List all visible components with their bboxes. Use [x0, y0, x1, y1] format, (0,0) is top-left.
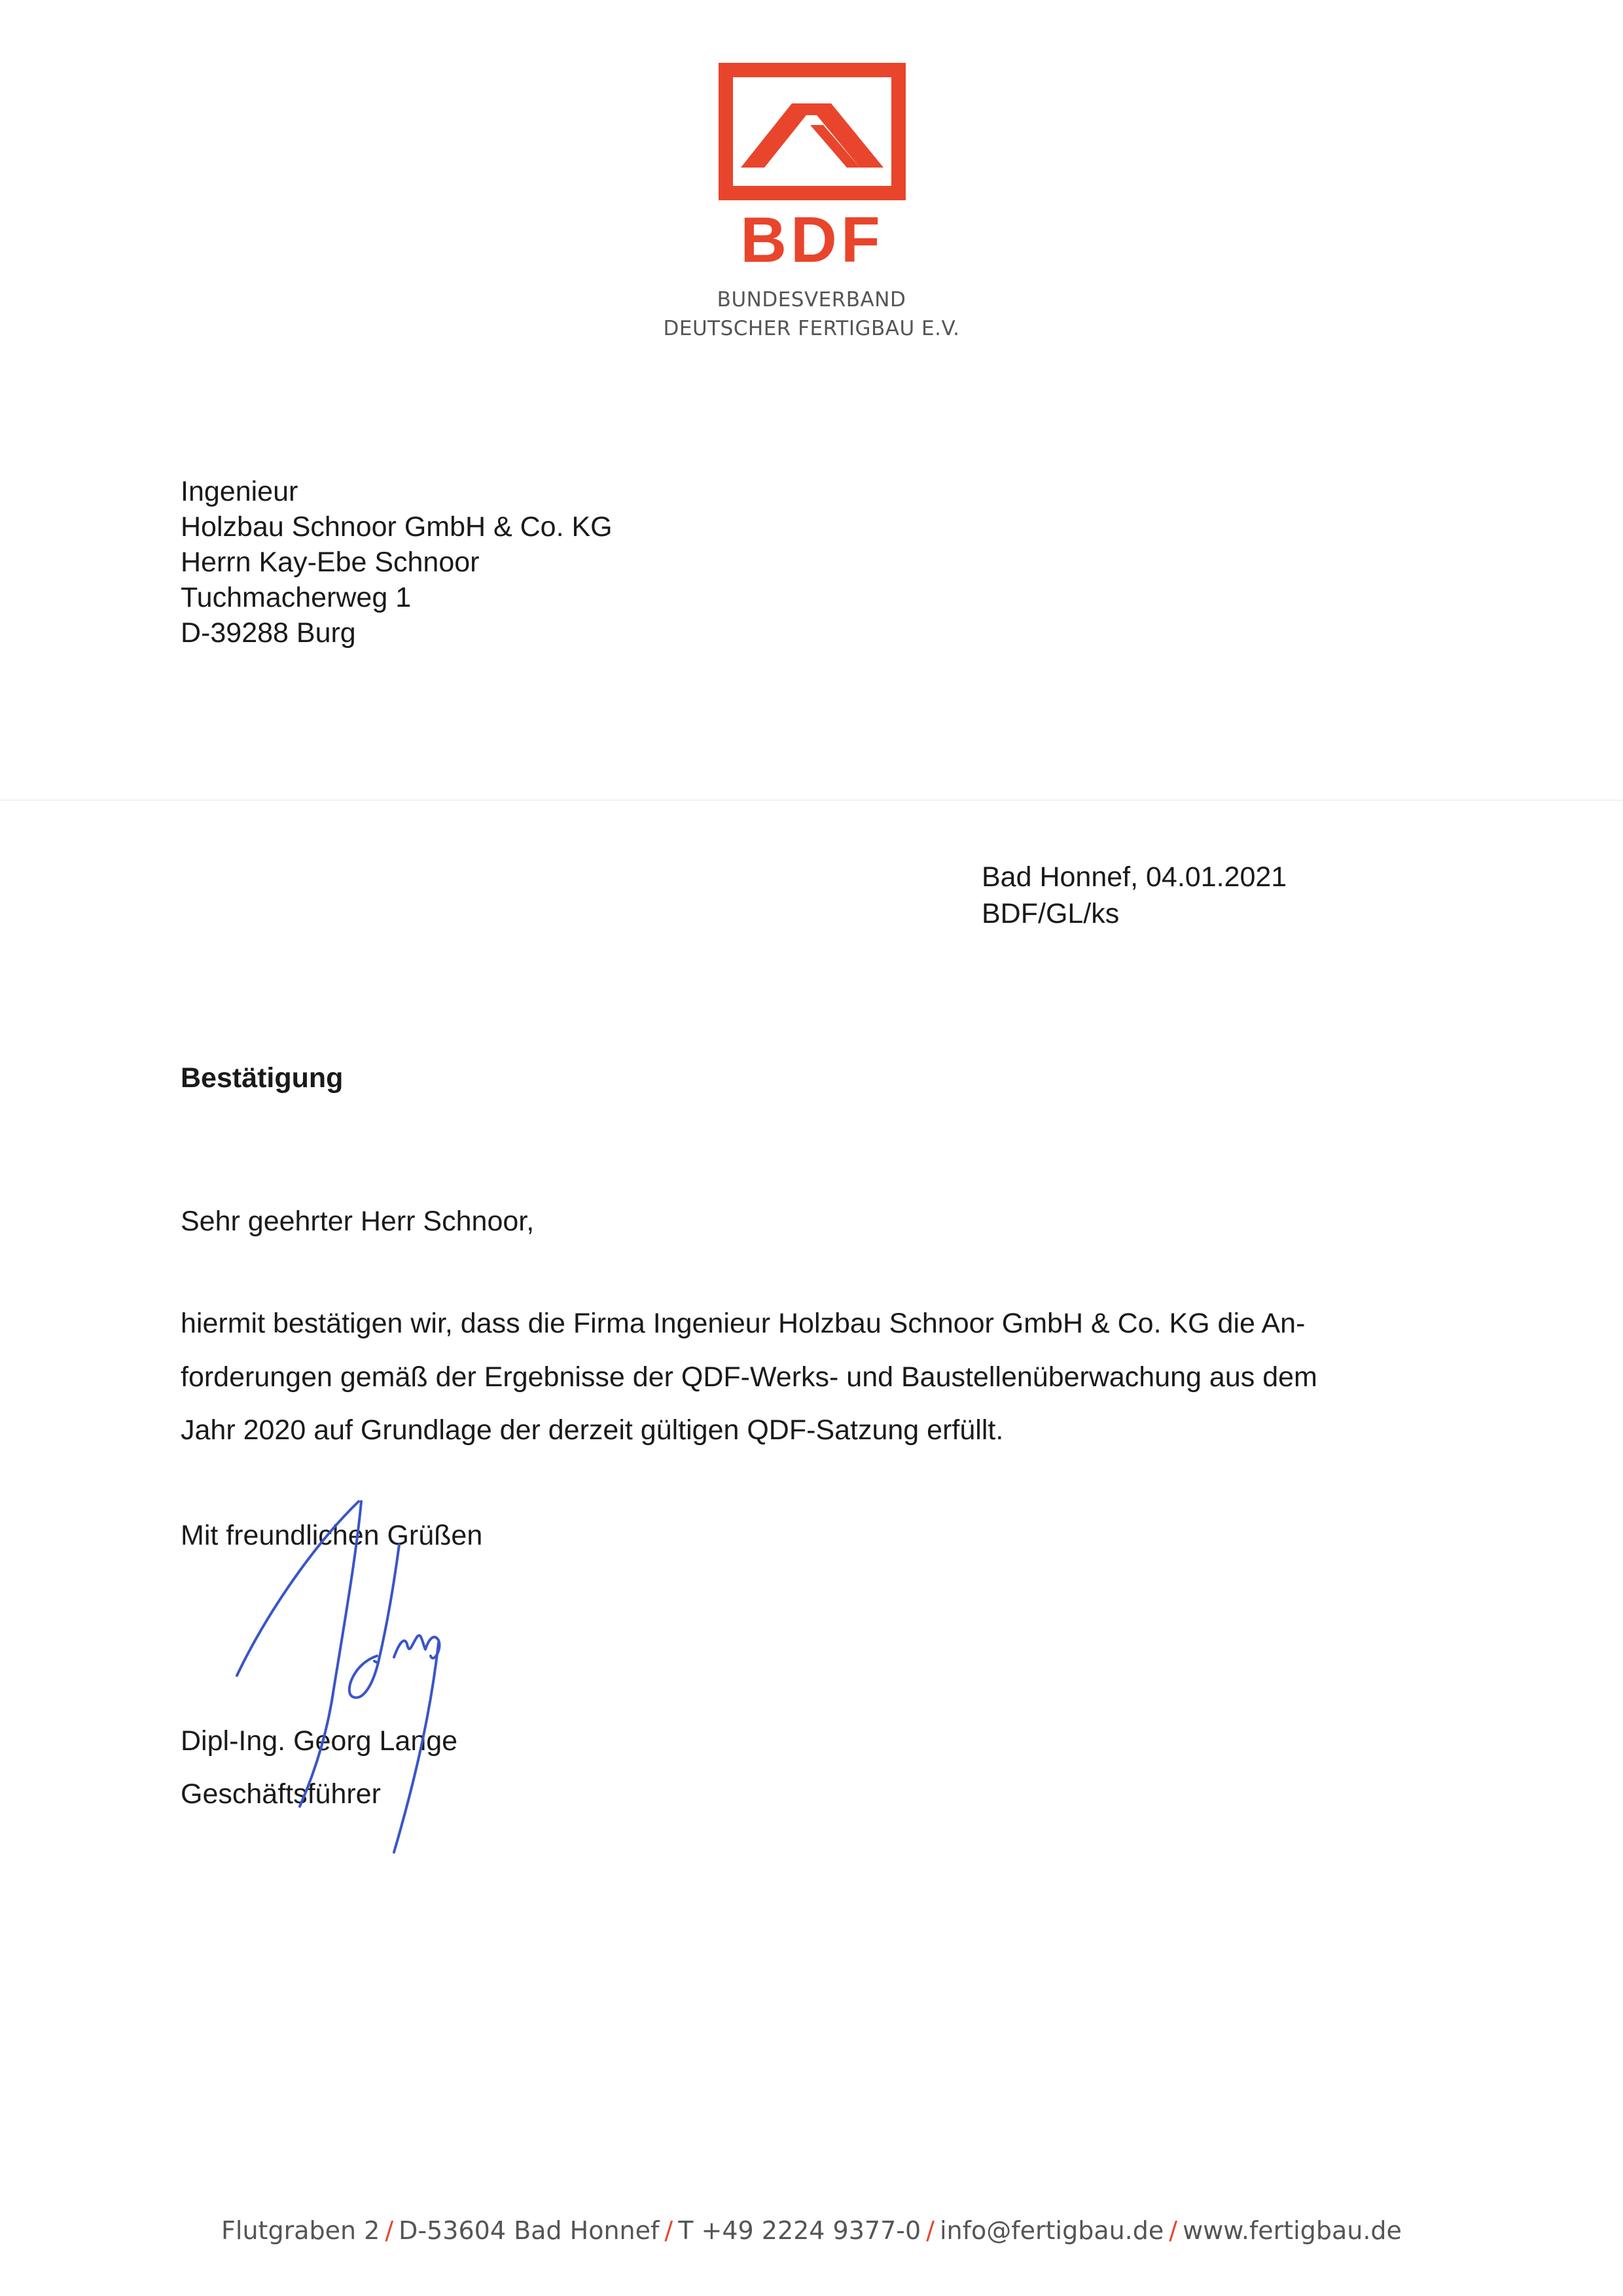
recipient-line: D-39288 Burg [181, 617, 356, 649]
reference-code: BDF/GL/ks [982, 898, 1120, 929]
org-name-line-1: BUNDESVERBAND [717, 288, 906, 312]
footer-separator: / [1169, 2216, 1178, 2245]
recipient-line: Herrn Kay-Ebe Schnoor [181, 547, 480, 578]
handwritten-signature [223, 1492, 510, 1872]
footer-web: www.fertigbau.de [1183, 2216, 1402, 2245]
salutation: Sehr geehrter Herr Schnoor, [181, 1206, 535, 1237]
closing: Mit freundlichen Grüßen [181, 1520, 483, 1551]
body-line: hiermit bestätigen wir, dass die Firma Ingenieur Holzbau Schnoor GmbH & Co. KG die An- [181, 1308, 1306, 1339]
footer-email: info@fertigbau.de [939, 2216, 1164, 2245]
recipient-line: Holzbau Schnoor GmbH & Co. KG [181, 511, 613, 543]
recipient-line: Tuchmacherweg 1 [181, 582, 412, 613]
body-line: forderungen gemäß der Ergebnisse der QDF-Werks- und Baustellenüberwachung aus dem [181, 1361, 1317, 1393]
place-date: Bad Honnef, 04.01.2021 [982, 861, 1287, 893]
footer-address: Flutgraben 2 [221, 2216, 380, 2245]
signer-name: Dipl-Ing. Georg Lange [181, 1725, 458, 1757]
footer-city: D-53604 Bad Honnef [399, 2216, 660, 2245]
body-line: Jahr 2020 auf Grundlage der derzeit gültigen QDF-Satzung erfüllt. [181, 1414, 1004, 1446]
signer-title: Geschäftsführer [181, 1778, 381, 1810]
recipient-address [181, 474, 613, 651]
bdf-logo [719, 63, 906, 264]
logo-text: BDF [740, 204, 884, 264]
footer-separator: / [926, 2216, 935, 2245]
footer-phone: T +49 2224 9377-0 [678, 2216, 921, 2245]
org-name-line-2: DEUTSCHER FERTIGBAU E.V. [663, 317, 960, 340]
date-reference-block [982, 859, 1287, 932]
recipient-line: Ingenieur [181, 476, 298, 507]
footer-separator: / [385, 2216, 394, 2245]
footer-contact [0, 2216, 1623, 2245]
footer-separator: / [664, 2216, 673, 2245]
letter-subject: Bestätigung [181, 1062, 344, 1094]
